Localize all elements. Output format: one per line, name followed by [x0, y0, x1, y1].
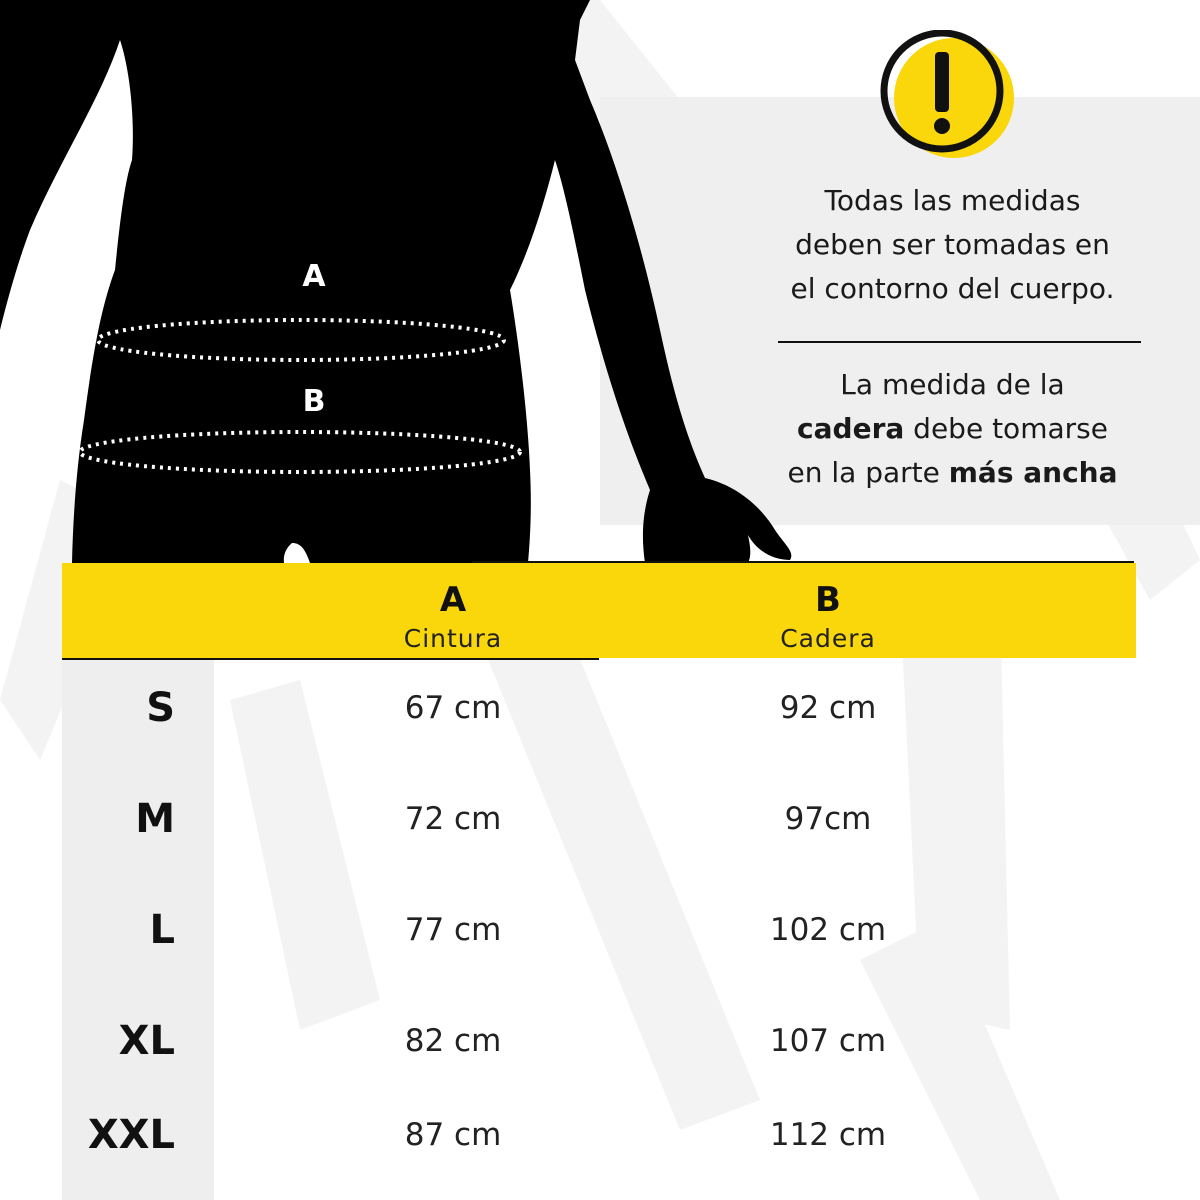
note-bold: cadera: [797, 412, 905, 445]
note-divider: [778, 341, 1141, 343]
note-line: el contorno del cuerpo.: [790, 272, 1115, 305]
size-label: L: [149, 907, 175, 953]
table-row: [0, 1085, 1200, 1196]
figure-label-b: B: [302, 384, 326, 419]
table-row: [0, 658, 1200, 769]
note-line: en la parte: [787, 456, 949, 489]
note-bold: más ancha: [948, 456, 1118, 489]
column-letter: B: [815, 580, 841, 620]
size-label: XL: [118, 1018, 175, 1064]
figure-label-a: A: [302, 259, 326, 294]
waist-value: 72 cm: [404, 801, 502, 837]
note-line: La medida de la: [840, 368, 1065, 401]
note-line: deben ser tomadas en: [795, 228, 1110, 261]
size-label: S: [146, 685, 175, 731]
table-row: [0, 880, 1200, 991]
hip-value: 97cm: [784, 801, 872, 837]
size-label: M: [135, 796, 175, 842]
waist-value: 77 cm: [404, 912, 502, 948]
hip-value: 92 cm: [779, 690, 877, 726]
column-name: Cadera: [780, 624, 876, 653]
waist-value: 87 cm: [404, 1117, 502, 1153]
hip-value: 107 cm: [769, 1023, 887, 1059]
note-line: debe tomarse: [904, 412, 1108, 445]
waist-value: 82 cm: [404, 1023, 502, 1059]
measurement-note: [760, 179, 1145, 311]
hip-note: [760, 363, 1145, 495]
note-line: Todas las medidas: [824, 184, 1081, 217]
waist-value: 67 cm: [404, 690, 502, 726]
hip-value: 102 cm: [769, 912, 887, 948]
size-label: XXL: [87, 1112, 175, 1158]
warning-icon: [872, 30, 1032, 160]
divider: [472, 561, 1134, 563]
hip-value: 112 cm: [769, 1117, 887, 1153]
column-name: Cintura: [403, 624, 503, 653]
table-row: [0, 769, 1200, 880]
column-letter: A: [439, 580, 467, 620]
